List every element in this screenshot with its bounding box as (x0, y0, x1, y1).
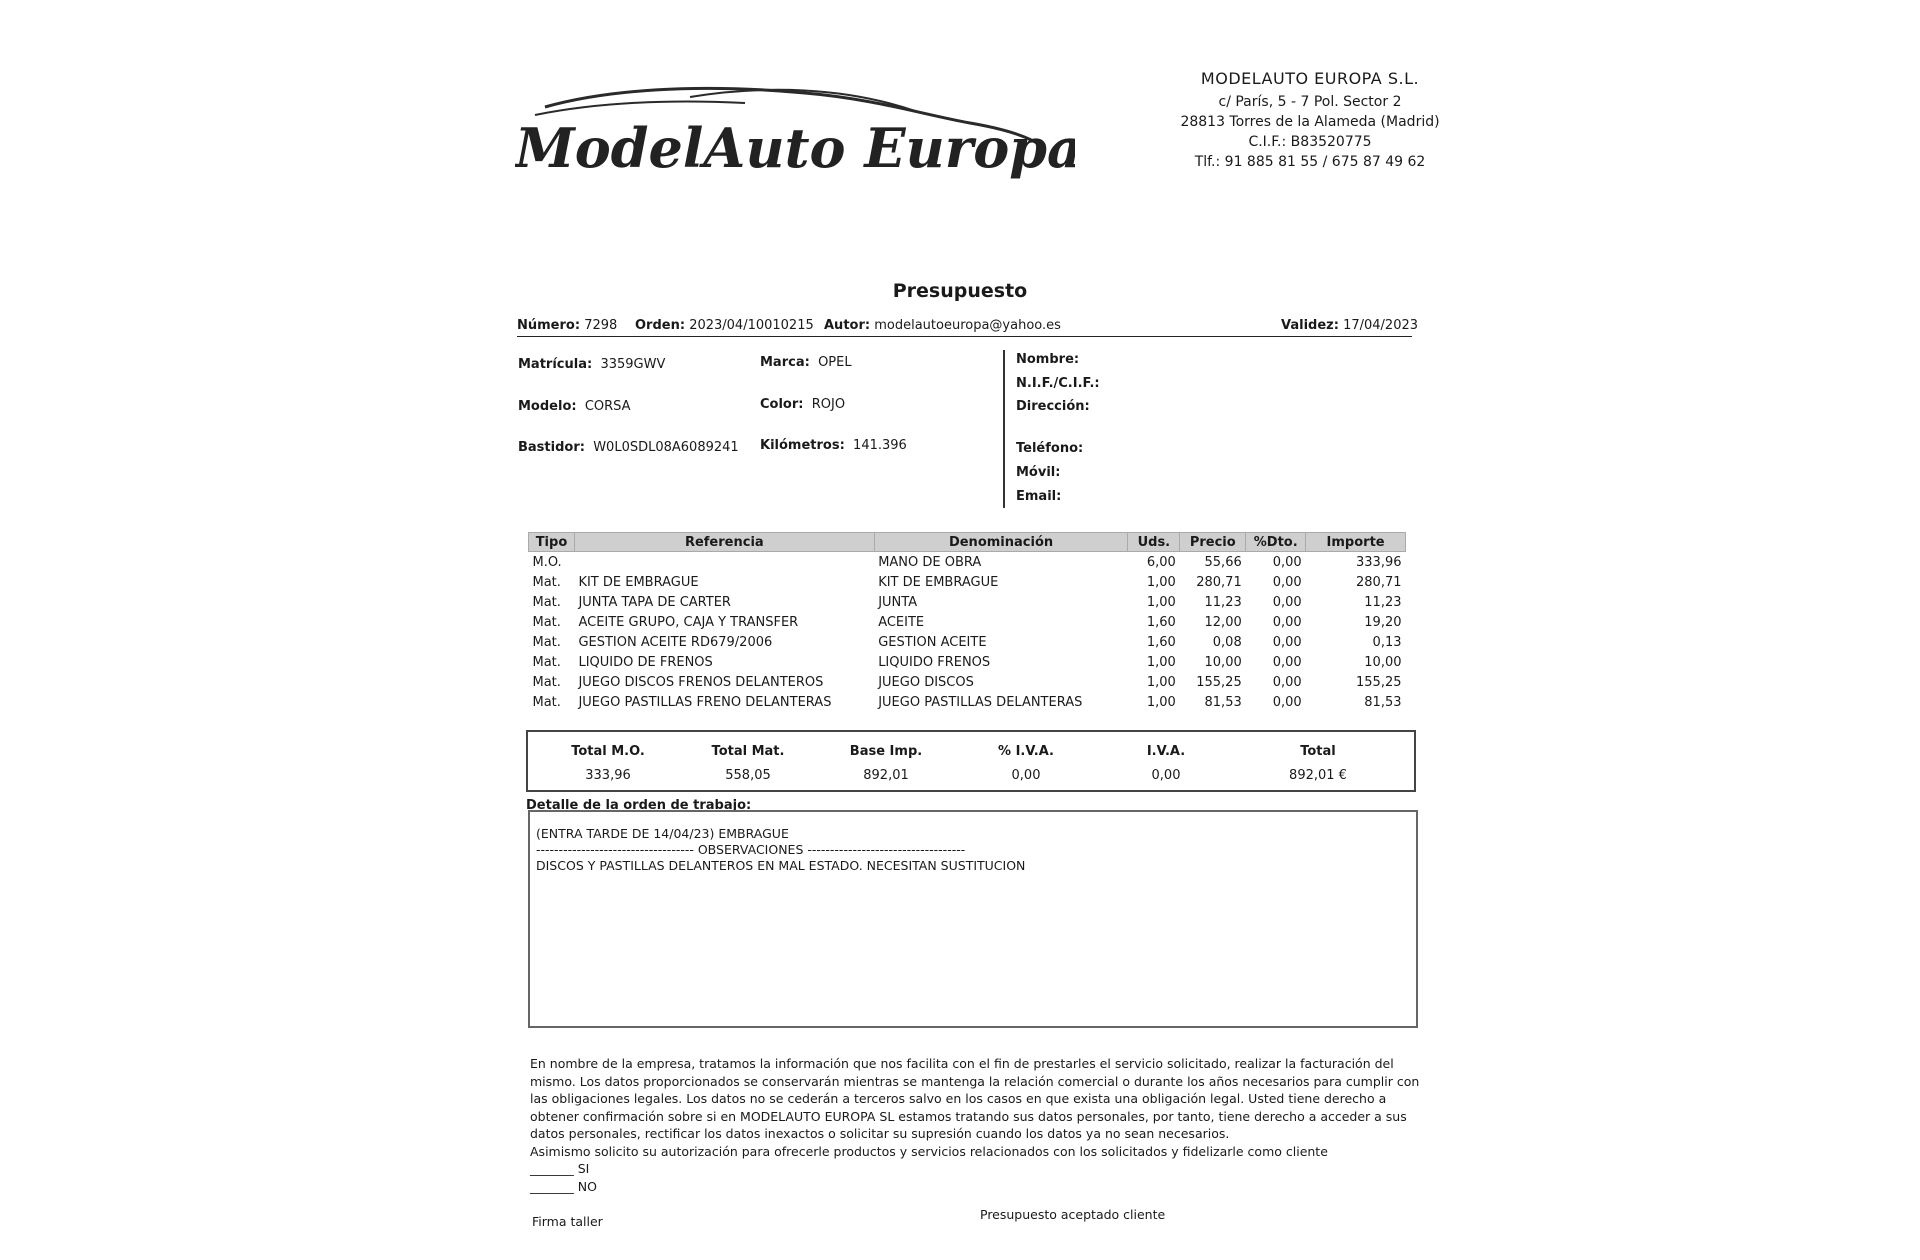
cell-precio: 280,71 (1196, 574, 1242, 590)
logo-text: ModelAuto Europa (515, 116, 1075, 180)
cell-dto: 0,00 (1272, 554, 1302, 570)
base-imp-value: 892,01 (863, 768, 909, 783)
cell-referencia (574, 552, 874, 573)
company-address-2: 28813 Torres de la Alameda (Madrid) (1180, 114, 1440, 130)
column-header-tipo: Tipo (529, 533, 575, 552)
cell-uds: 1,00 (1146, 694, 1176, 710)
total-value: 892,01 € (1289, 768, 1347, 783)
cell-precio: 81,53 (1204, 694, 1242, 710)
presupuesto-aceptado: Presupuesto aceptado cliente (980, 1207, 1166, 1222)
consent-si: _______ SI (530, 1161, 590, 1176)
cell-dto: 0,00 (1272, 614, 1302, 630)
cell-tipo: Mat. (532, 614, 561, 630)
cell-importe: 11,23 (1364, 594, 1402, 610)
consent-text: Asimismo solicito su autorización para ofrecerle productos y servicios relacionados con los solicitados y fidelizarle como cliente (530, 1143, 1328, 1159)
km-label: Kilómetros: (760, 438, 845, 453)
cell-precio: 11,23 (1204, 594, 1242, 610)
matricula-value: 3359GWV (600, 357, 666, 372)
cell-dto: 0,00 (1272, 634, 1302, 650)
nombre-label: Nombre: (1016, 352, 1080, 367)
cell-referencia: JUNTA TAPA DE CARTER (578, 594, 731, 610)
modelo-value: CORSA (584, 399, 631, 414)
cell-uds: 1,00 (1146, 674, 1176, 690)
orden-value: 2023/04/10010215 (689, 318, 814, 333)
telefono-label: Teléfono: (1016, 441, 1084, 456)
autor-value: modelautoeuropa@yahoo.es (874, 318, 1061, 333)
company-address-1: c/ París, 5 - 7 Pol. Sector 2 (1218, 94, 1402, 110)
km-field (760, 438, 907, 453)
column-header-referencia: Referencia (574, 533, 874, 552)
pct-iva-value: 0,00 (1011, 768, 1041, 783)
color-value: ROJO (811, 397, 846, 412)
cell-referencia: LIQUIDO DE FRENOS (578, 654, 713, 670)
total-mo-label: Total M.O. (571, 744, 645, 759)
document-header (517, 316, 1419, 337)
cell-dto: 0,00 (1272, 574, 1302, 590)
company-name: MODELAUTO EUROPA S.L. (1200, 69, 1420, 88)
column-header-importe: Importe (1306, 533, 1406, 552)
cell-precio: 155,25 (1196, 674, 1242, 690)
autor-label: Autor: (824, 318, 871, 333)
cell-denominacion: KIT DE EMBRAGUE (878, 574, 999, 590)
cell-tipo: Mat. (532, 674, 561, 690)
cell-dto: 0,00 (1272, 694, 1302, 710)
detail-line-3: DISCOS Y PASTILLAS DELANTEROS EN MAL ESTADO. NECESITAN SUSTITUCION (536, 858, 1026, 873)
matricula-field (518, 357, 665, 372)
cell-importe: 0,13 (1372, 634, 1402, 650)
validez-label: Validez: (1281, 318, 1339, 333)
modelo-label: Modelo: (518, 399, 577, 414)
base-imp-label: Base Imp. (849, 744, 923, 759)
totals-box (526, 730, 1416, 792)
items-table (528, 532, 1406, 712)
total-mo-value: 333,96 (585, 768, 631, 783)
table-row (529, 692, 1406, 712)
cell-referencia: GESTION ACEITE RD679/2006 (578, 634, 773, 650)
cell-denominacion: ACEITE (878, 614, 925, 630)
color-field (760, 397, 845, 412)
cell-denominacion: JUNTA (878, 594, 918, 610)
bastidor-field (518, 440, 739, 455)
cell-precio: 55,66 (1204, 554, 1242, 570)
cell-uds: 1,00 (1146, 594, 1176, 610)
privacy-notice: En nombre de la empresa, tratamos la información que nos facilita con el fin de prestarles el servicio solicitado, realizar la facturación del mismo. Los datos proporcionados se conservarán mientras se mantenga la relación comercial o durante los años necesarios para cumplir con las obligaciones legales. Los datos no se cederán a terceros salvo en los casos en que exista una obligación legal. Usted tiene derecho a obtener confirmación sobre si en MODELAUTO EUROPA SL estamos tratando sus datos personales, por tanto, tiene derecho a acceder a sus datos personales, rectificar los datos inexactos o solicitar su supresión cuando los datos ya no sean necesarios. (530, 1056, 1420, 1141)
color-label: Color: (760, 397, 804, 412)
table-row (529, 552, 1406, 573)
bastidor-value: W0L0SDL08A6089241 (593, 440, 739, 455)
cell-dto: 0,00 (1272, 674, 1302, 690)
firma-taller: Firma taller (532, 1214, 603, 1229)
cell-uds: 1,60 (1146, 614, 1176, 630)
total-label: Total (1300, 744, 1336, 759)
validez-value: 17/04/2023 (1343, 318, 1419, 333)
detail-line-1: (ENTRA TARDE DE 14/04/23) EMBRAGUE (536, 826, 789, 841)
cell-referencia: JUEGO PASTILLAS FRENO DELANTERAS (578, 694, 832, 710)
column-header-dto: %Dto. (1246, 533, 1306, 552)
pct-iva-label: % I.V.A. (998, 744, 1054, 759)
marca-value: OPEL (818, 355, 852, 370)
company-phone: Tlf.: 91 885 81 55 / 675 87 49 62 (1194, 154, 1426, 170)
nif-label: N.I.F./C.I.F.: (1016, 376, 1100, 391)
cell-denominacion: GESTION ACEITE (878, 634, 987, 650)
cell-uds: 1,60 (1146, 634, 1176, 650)
cell-precio: 12,00 (1204, 614, 1242, 630)
cell-tipo: M.O. (532, 554, 562, 570)
cell-dto: 0,00 (1272, 594, 1302, 610)
vertical-divider (1003, 350, 1005, 508)
cell-denominacion: LIQUIDO FRENOS (878, 654, 991, 670)
cell-importe: 155,25 (1356, 674, 1402, 690)
iva-value: 0,00 (1151, 768, 1181, 783)
cell-dto: 0,00 (1272, 654, 1302, 670)
cell-referencia: ACEITE GRUPO, CAJA Y TRANSFER (578, 614, 799, 630)
km-value: 141.396 (853, 438, 907, 453)
cell-denominacion: JUEGO DISCOS (878, 674, 974, 690)
movil-label: Móvil: (1016, 465, 1061, 480)
cell-tipo: Mat. (532, 594, 561, 610)
cell-referencia: JUEGO DISCOS FRENOS DELANTEROS (578, 674, 824, 690)
company-logo (515, 85, 1075, 190)
page-title: Presupuesto (892, 280, 1028, 302)
column-header-precio: Precio (1180, 533, 1246, 552)
cell-importe: 333,96 (1356, 554, 1402, 570)
cell-importe: 280,71 (1356, 574, 1402, 590)
cell-importe: 81,53 (1364, 694, 1402, 710)
cell-precio: 10,00 (1204, 654, 1242, 670)
cell-tipo: Mat. (532, 694, 561, 710)
cell-tipo: Mat. (532, 634, 561, 650)
marca-field (760, 355, 852, 370)
total-mat-label: Total Mat. (711, 744, 785, 759)
detail-box (528, 810, 1418, 1028)
direccion-label: Dirección: (1016, 399, 1090, 414)
cell-referencia: KIT DE EMBRAGUE (578, 574, 699, 590)
table-row (529, 652, 1406, 672)
total-mat-value: 558,05 (725, 768, 771, 783)
table-row (529, 632, 1406, 652)
cell-tipo: Mat. (532, 574, 561, 590)
email-label: Email: (1016, 489, 1062, 504)
orden-label: Orden: (635, 318, 686, 333)
cell-importe: 19,20 (1364, 614, 1402, 630)
cell-uds: 1,00 (1146, 654, 1176, 670)
consent-no: _______ NO (530, 1178, 597, 1194)
bastidor-label: Bastidor: (518, 440, 585, 455)
company-cif: C.I.F.: B83520775 (1248, 134, 1372, 150)
table-header-row (529, 533, 1406, 552)
numero-value: 7298 (584, 318, 618, 333)
detail-line-2: ----------------------------------- OBSERVACIONES ----------------------------------- (536, 842, 966, 857)
cell-denominacion: MANO DE OBRA (878, 554, 982, 570)
column-header-uds: Uds. (1128, 533, 1180, 552)
iva-label: I.V.A. (1146, 744, 1186, 759)
company-info (1160, 66, 1460, 172)
table-row (529, 612, 1406, 632)
cell-importe: 10,00 (1364, 654, 1402, 670)
table-row (529, 672, 1406, 692)
table-row (529, 572, 1406, 592)
cell-denominacion: JUEGO PASTILLAS DELANTERAS (878, 694, 1083, 710)
column-header-denominacion: Denominación (874, 533, 1128, 552)
cell-precio: 0,08 (1212, 634, 1242, 650)
cell-uds: 1,00 (1146, 574, 1176, 590)
matricula-label: Matrícula: (518, 357, 593, 372)
numero-label: Número: (517, 318, 581, 333)
table-row (529, 592, 1406, 612)
legal-text-block (530, 1055, 1420, 1195)
detail-label: Detalle de la orden de trabajo: (526, 798, 752, 813)
cell-tipo: Mat. (532, 654, 561, 670)
modelo-field (518, 399, 631, 414)
cell-uds: 6,00 (1146, 554, 1176, 570)
marca-label: Marca: (760, 355, 810, 370)
